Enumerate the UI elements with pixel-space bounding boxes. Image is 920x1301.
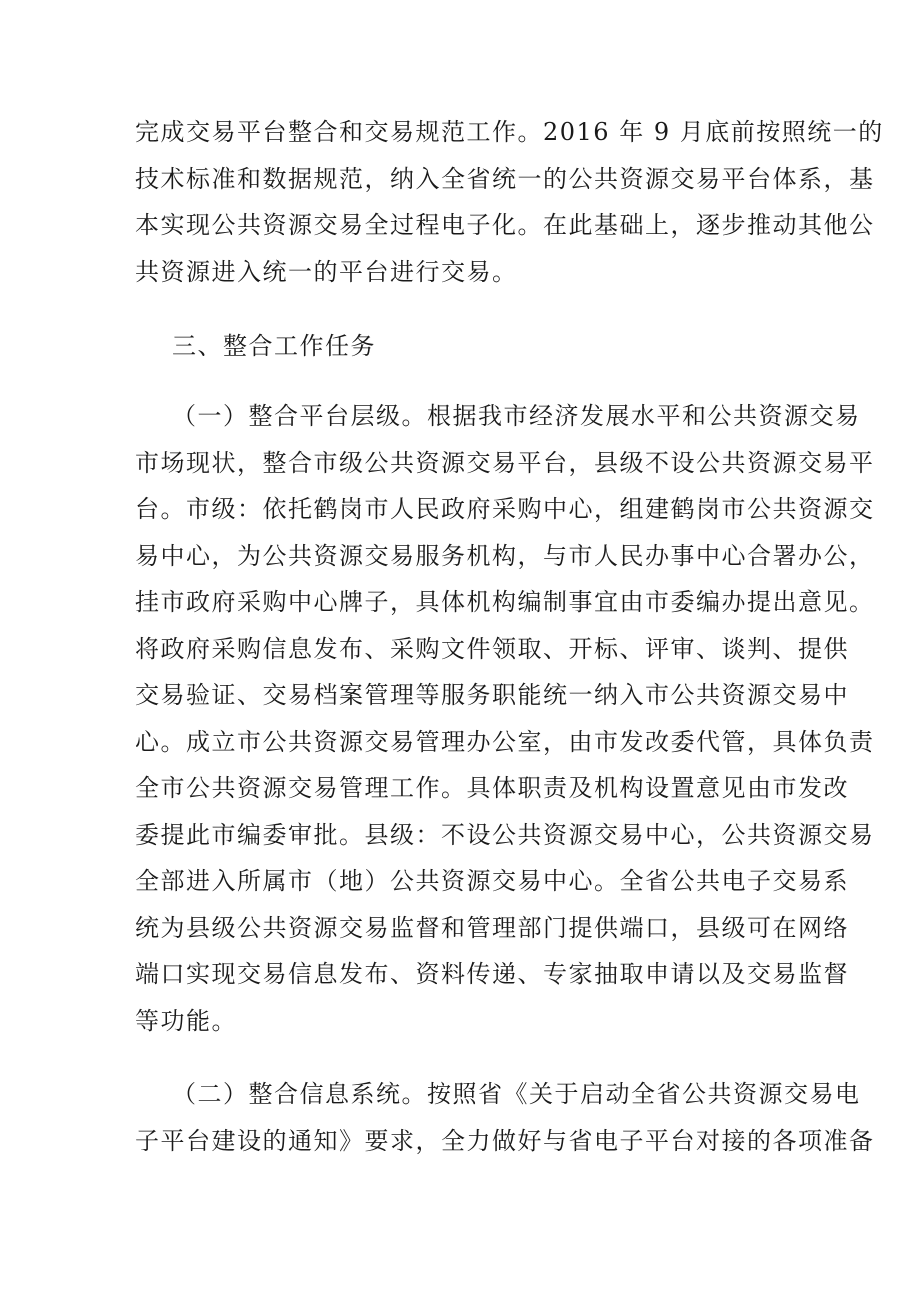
paragraph-1-line-1: 完成交易平台整合和交易规范工作。2016 年 9 月底前按照统一的	[135, 118, 884, 146]
paragraph-2-line-13: 端口实现交易信息发布、资料传递、专家抽取申请以及交易监督	[135, 960, 849, 988]
paragraph-2-line-11: 全部进入所属市（地）公共资源交易中心。全省公共电子交易系	[135, 867, 849, 895]
paragraph-2-line-7: 交易验证、交易档案管理等服务职能统一纳入市公共资源交易中	[135, 681, 849, 709]
paragraph-2-line-5: 挂市政府采购中心牌子，具体机构编制事宜由市委编办提出意见。	[135, 588, 875, 616]
paragraph-2-line-2: 市场现状，整合市级公共资源交易平台，县级不设公共资源交易平	[135, 449, 875, 477]
paragraph-1-line-3: 本实现公共资源交易全过程电子化。在此基础上，逐步推动其他公	[135, 211, 875, 239]
paragraph-3-line-2: 子平台建设的通知》要求，全力做好与省电子平台对接的各项准备	[135, 1127, 875, 1155]
paragraph-2-line-3: 台。市级：依托鹤岗市人民政府采购中心，组建鹤岗市公共资源交	[135, 495, 875, 523]
paragraph-2-line-8: 心。成立市公共资源交易管理办公室，由市发改委代管，具体负责	[135, 728, 875, 756]
paragraph-1-line-2: 技术标准和数据规范，纳入全省统一的公共资源交易平台体系，基	[135, 165, 875, 193]
paragraph-2-line-9: 全市公共资源交易管理工作。具体职责及机构设置意见由市发改	[135, 774, 849, 802]
paragraph-2-line-4: 易中心，为公共资源交易服务机构，与市人民办事中心合署办公，	[135, 542, 875, 570]
paragraph-2-line-10: 委提此市编委审批。县级：不设公共资源交易中心，公共资源交易	[135, 821, 875, 849]
paragraph-1-line-4: 共资源进入统一的平台进行交易。	[135, 258, 518, 286]
paragraph-2-line-1: （一）整合平台层级。根据我市经济发展水平和公共资源交易	[172, 402, 861, 430]
paragraph-2-line-6: 将政府采购信息发布、采购文件领取、开标、评审、谈判、提供	[135, 635, 849, 663]
paragraph-2-line-12: 统为县级公共资源交易监督和管理部门提供端口，县级可在网络	[135, 914, 849, 942]
paragraph-2-line-14: 等功能。	[135, 1007, 237, 1035]
section-heading: 三、整合工作任务	[172, 332, 376, 360]
paragraph-3-line-1: （二）整合信息系统。按照省《关于启动全省公共资源交易电	[172, 1080, 861, 1108]
